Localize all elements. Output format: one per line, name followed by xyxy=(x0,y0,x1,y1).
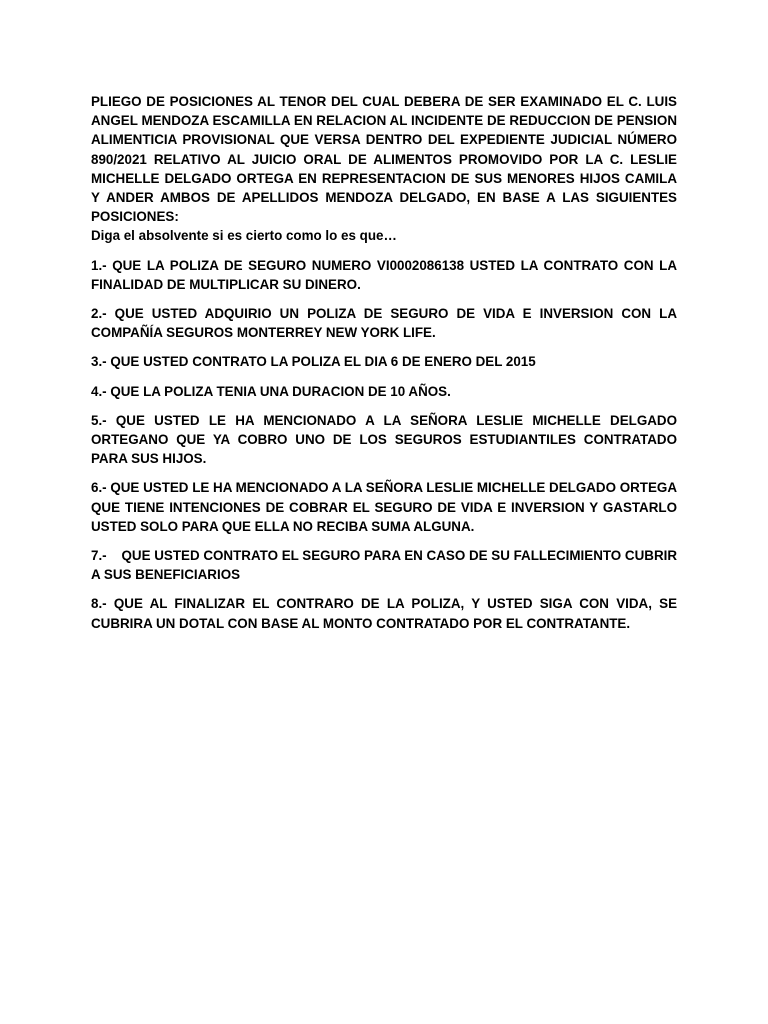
intro-line: Diga el absolvente si es cierto como lo es que… xyxy=(91,228,397,244)
position-item-6: 6.- QUE USTED LE HA MENCIONADO A LA SEÑORA LESLIE MICHELLE DELGADO ORTEGA QUE TIENE INTENCIONES DE COBRAR EL SEGURO DE VIDA E INVERSION Y GASTARLO USTED SOLO PARA QUE ELLA NO RECIBA SUMA ALGUNA. xyxy=(91,480,681,534)
position-item-8: 8.- QUE AL FINALIZAR EL CONTRARO DE LA POLIZA, Y USTED SIGA CON VIDA, SE CUBRIRA UN DOTAL CON BASE AL MONTO CONTRATADO POR EL CONTRATANTE. xyxy=(91,596,681,631)
position-item-2: 2.- QUE USTED ADQUIRIO UN POLIZA DE SEGURO DE VIDA E INVERSION CON LA COMPAÑÍA SEGUROS MONTERREY NEW YORK LIFE. xyxy=(91,306,681,341)
position-item-4: 4.- QUE LA POLIZA TENIA UNA DURACION DE 10 AÑOS. xyxy=(91,383,451,399)
header-paragraph: PLIEGO DE POSICIONES AL TENOR DEL CUAL DEBERA DE SER EXAMINADO EL C. LUIS ANGEL MENDOZA ESCAMILLA EN RELACION AL INCIDENTE DE REDUCCION DE PENSION ALIMENTICIA PROVISIONAL QUE VERSA DENTRO DEL EXPEDIENTE JUDICIAL NÚMERO 890/2021 RELATIVO AL JUICIO ORAL DE ALIMENTOS PROMOVIDO POR LA C. LESLIE MICHELLE DELGADO ORTEGA EN REPRESENTACION DE SUS MENORES HIJOS CAMILA Y ANDER AMBOS DE APELLIDOS MENDOZA DELGADO, EN BASE A LAS SIGUIENTES POSICIONES: xyxy=(91,94,677,225)
position-item-1: 1.- QUE LA POLIZA DE SEGURO NUMERO VI0002086138 USTED LA CONTRATO CON LA FINALIDAD DE MULTIPLICAR SU DINERO. xyxy=(91,257,681,292)
positions-list xyxy=(91,256,681,633)
position-item-5: 5.- QUE USTED LE HA MENCIONADO A LA SEÑORA LESLIE MICHELLE DELGADO ORTEGANO QUE YA COBRO UNO DE LOS SEGUROS ESTUDIANTILES CONTRATADO PARA SUS HIJOS. xyxy=(91,412,681,467)
position-item-7: 7.- QUE USTED CONTRATO EL SEGURO PARA EN CASO DE SU FALLECIMIENTO CUBRIR A SUS BENEFICIARIOS xyxy=(91,548,681,583)
document-page xyxy=(91,92,681,633)
position-item-3: 3.- QUE USTED CONTRATO LA POLIZA EL DIA 6 DE ENERO DEL 2015 xyxy=(91,354,536,370)
